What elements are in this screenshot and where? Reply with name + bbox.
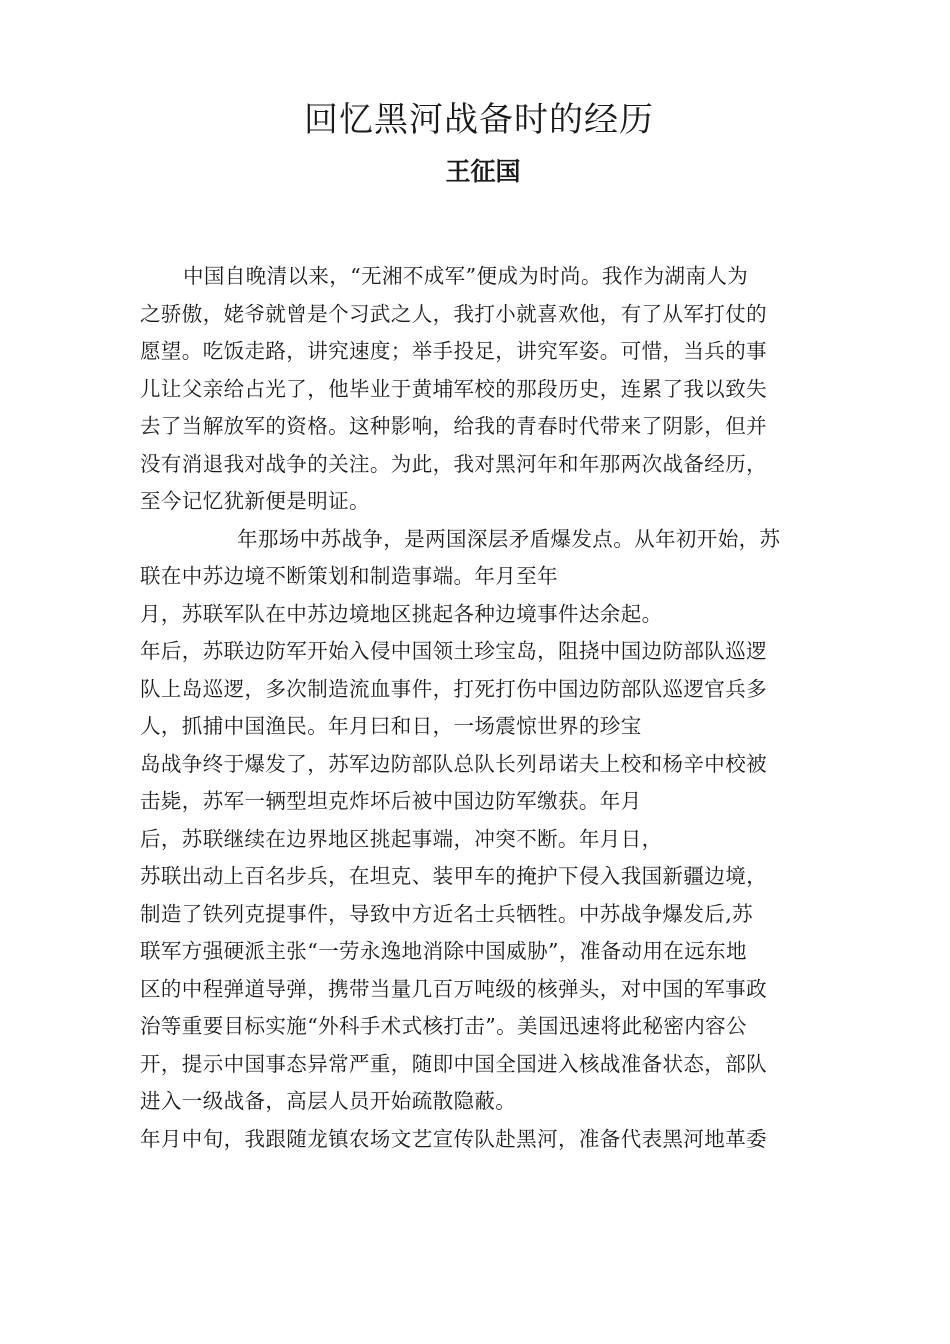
author-name: 王征国 bbox=[445, 157, 521, 186]
text-line: 苏联出动上百名步兵，在坦克、装甲车的掩护下侵入我国新疆边境， bbox=[140, 864, 767, 888]
text-line: 儿让父亲给占光了，他毕业于黄埔军校的那段历史，连累了我以致失 bbox=[140, 376, 767, 401]
text-line: 年那场中苏战争，是两国深层矛盾爆发点。从年初开始，苏 bbox=[237, 526, 781, 551]
text-line: 没有消退我对战争的关注。为此，我对黑河年和年那两次战备经历， bbox=[140, 451, 767, 476]
text-line: 队上岛巡逻，多次制造流血事件，打死打伤中国边防部队巡逻官兵多 bbox=[140, 676, 767, 701]
body-text bbox=[140, 258, 820, 1158]
text-line: 制造了铁列克提事件，导致中方近名士兵牺牲。中苏战争爆发后,苏 bbox=[140, 901, 754, 926]
text-line: 年后，苏联边防军开始入侵中国领土珍宝岛，阻挠中国边防部队巡逻 bbox=[140, 639, 767, 663]
text-line: 至今记忆犹新便是明证。 bbox=[140, 489, 370, 513]
text-line: 月，苏联军队在中苏边境地区挑起各种边境事件达余起。 bbox=[140, 601, 663, 626]
text-line: 人，抓捕中国渔民。年月曰和日，一场震惊世界的珍宝 bbox=[140, 714, 642, 738]
text-line: 岛战争终于爆发了，苏军边防部队总队长列昂诺夫上校和杨辛中校被 bbox=[140, 751, 767, 776]
text-line: 区的中程弹道导弹，携带当量几百万吨级的核弹头，对中国的军事政 bbox=[140, 976, 767, 1001]
text-line: 进入一级战备，高层人员开始疏散隐蔽。 bbox=[140, 1089, 517, 1113]
text-line: 年月中旬，我跟随龙镇农场文艺宣传队赴黑河，准备代表黑河地革委 bbox=[140, 1126, 767, 1151]
text-line: 治等重要目标实施“外科手术式核打击”。美国迅速将此秘密内容公 bbox=[140, 1014, 747, 1038]
text-line: 联在中苏边境不断策划和制造事端。年月至年 bbox=[140, 564, 558, 588]
text-line: 联军方强硬派主张“一劳永逸地消除中国威胁”，准备动用在远东地 bbox=[140, 939, 747, 963]
text-line: 中国自晚清以来，“无湘不成军”便成为时尚。我作为湖南人为 bbox=[183, 264, 749, 288]
text-line: 后，苏联继续在边界地区挑起事端，冲突不断。年月日， bbox=[140, 826, 663, 851]
text-line: 去了当解放军的资格。这种影响，给我的青春时代带来了阴影，但并 bbox=[140, 414, 767, 438]
text-line: 之骄傲，姥爷就曾是个习武之人，我打小就喜欢他，有了从军打仗的 bbox=[140, 301, 767, 326]
text-line: 开，提示中国事态异常严重，随即中国全国进入核战准备状态，部队 bbox=[140, 1051, 767, 1076]
document-title: 回忆黑河战备时的经历 bbox=[304, 100, 654, 140]
text-line: 击毙，苏军一辆型坦克炸坏后被中国边防军缴获。年月 bbox=[140, 789, 642, 813]
text-line: 愿望。吃饭走路，讲究速度；举手投足，讲究军姿。可惜，当兵的事 bbox=[140, 339, 767, 363]
